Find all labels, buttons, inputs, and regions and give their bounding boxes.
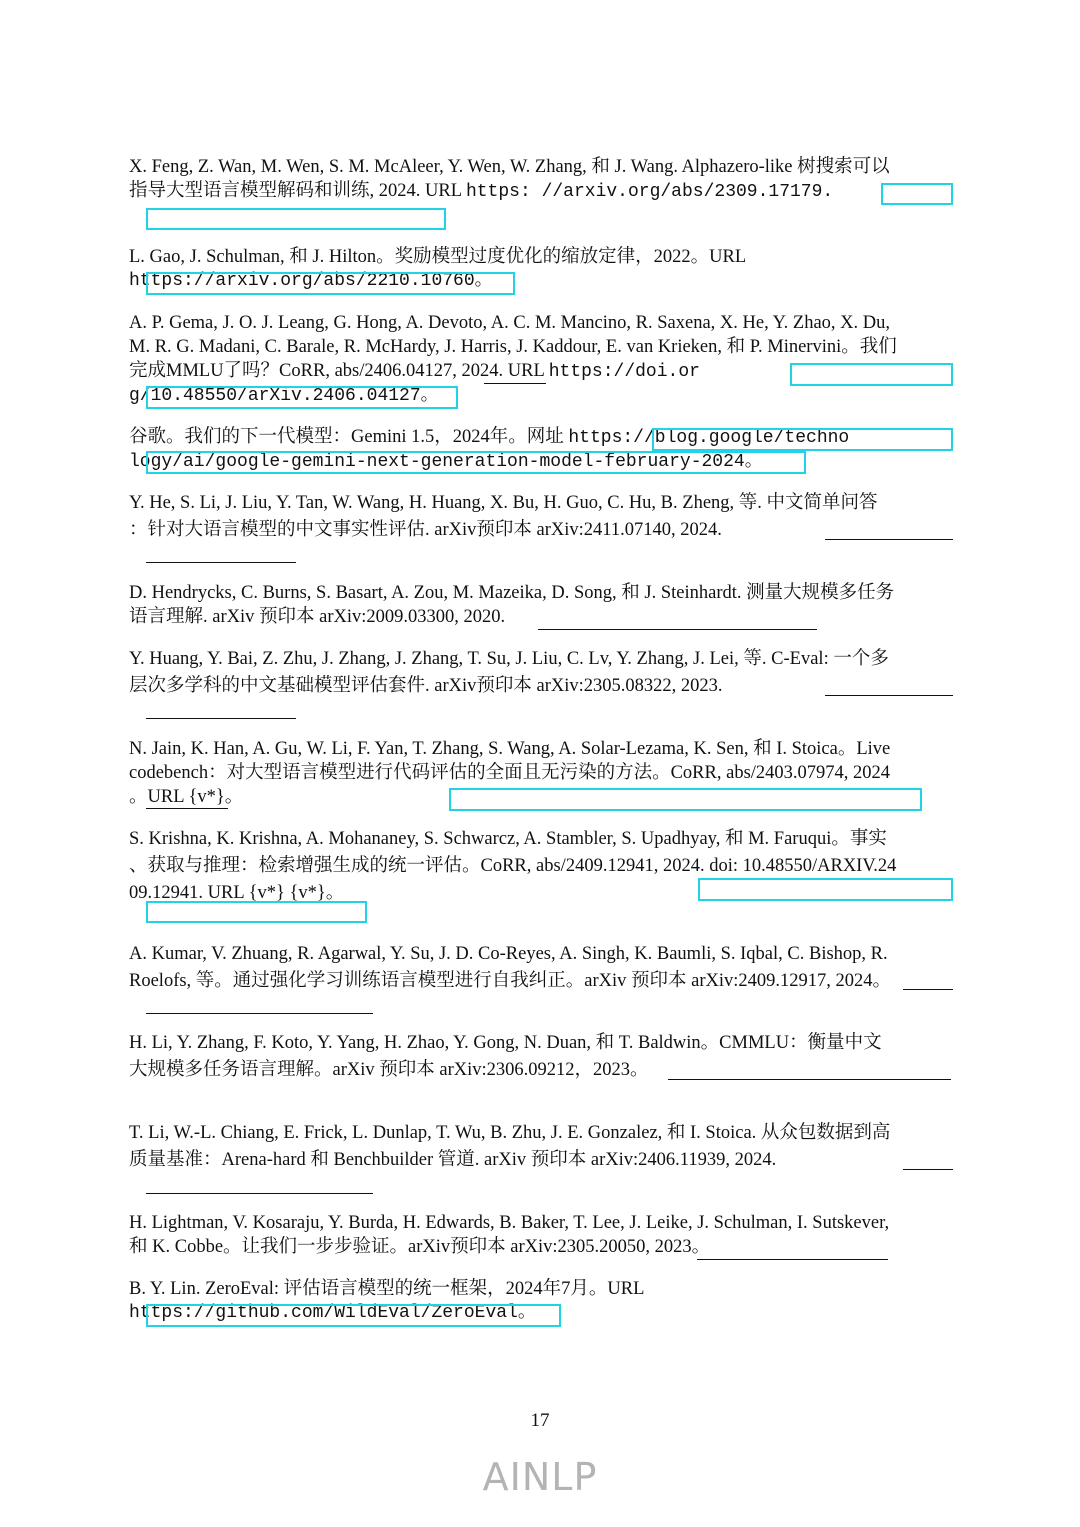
reference-entry [129, 942, 959, 993]
reference-entry [129, 491, 959, 542]
reference-text-line: 大规模多任务语言理解。arXiv 预印本 arXiv:2306.09212，2023。 [129, 1060, 649, 1080]
reference-url-link[interactable]: logy/ai/google-gemini-next-generation-model-february-2024。 [129, 452, 763, 472]
reference-text-line: T. Li, W.-L. Chiang, E. Frick, L. Dunlap, T. Wu, B. Zhu, J. E. Gonzalez, 和 I. Stoica. 从众包数据到高 [129, 1123, 891, 1143]
link-underline [146, 1193, 373, 1194]
reference-text-line: D. Hendrycks, C. Burns, S. Basart, A. Zou, M. Mazeika, D. Song, 和 J. Steinhardt. 测量大规模多任务 [129, 583, 895, 603]
link-underline [668, 1079, 951, 1080]
reference-text-line: 指导大型语言模型解码和训练, 2024. URL [129, 181, 466, 201]
link-underline [825, 539, 953, 540]
link-highlight-box[interactable] [146, 451, 806, 474]
reference-url-link[interactable]: https://blog.google/techno [568, 428, 850, 448]
reference-text-line: A. Kumar, V. Zhuang, R. Agarwal, Y. Su, J. D. Co-Reyes, A. Singh, K. Baumli, S. Iqbal, C. Bishop, R. [129, 944, 888, 964]
reference-text-line: Y. He, S. Li, J. Liu, Y. Tan, W. Wang, H. Huang, X. Bu, H. Guo, C. Hu, B. Zheng, 等. 中文简单问答 [129, 493, 878, 513]
reference-entry [129, 1121, 959, 1172]
reference-entry [129, 647, 959, 698]
page-number: 17 [530, 1410, 550, 1431]
reference-entry [129, 581, 959, 629]
link-highlight-box[interactable] [146, 1304, 561, 1327]
reference-entry [129, 1031, 959, 1082]
reference-text-line: A. P. Gema, J. O. J. Leang, G. Hong, A. Devoto, A. C. M. Mancino, R. Saxena, X. He, Y. Zhao, X. Du, [129, 313, 891, 333]
link-underline [146, 718, 296, 719]
reference-text-line: 。URL {v*}。 [129, 787, 244, 807]
reference-text-line: 09.12941. URL {v*} {v*}。 [129, 883, 345, 903]
link-underline [484, 383, 546, 384]
link-underline [146, 808, 228, 809]
reference-text-line: 和 K. Cobbe。让我们一步步验证。arXiv预印本 arXiv:2305.20050, 2023。 [129, 1237, 711, 1257]
link-underline [146, 1013, 373, 1014]
reference-url-link[interactable]: https: //arxiv.org/abs/2309.17179. [465, 182, 834, 202]
reference-text-line: N. Jain, K. Han, A. Gu, W. Li, F. Yan, T. Zhang, S. Wang, A. Solar-Lezama, K. Sen, 和 I. Stoica。Live [129, 739, 891, 759]
link-highlight-box[interactable] [881, 183, 953, 205]
link-highlight-box[interactable] [790, 363, 953, 386]
reference-entry [129, 155, 959, 204]
link-highlight-box[interactable] [449, 788, 922, 811]
reference-text-line: M. R. G. Madani, C. Barale, R. McHardy, J. Harris, J. Kaddour, E. van Krieken, 和 P. Minervini。我们 [129, 337, 897, 357]
reference-text-line: 、获取与推理：检索增强生成的统一评估。CoRR, abs/2409.12941, 2024. doi: 10.48550/ARXIV.24 [129, 856, 897, 876]
link-highlight-box[interactable] [146, 208, 446, 230]
link-underline [538, 629, 817, 630]
link-highlight-box[interactable] [146, 386, 458, 409]
reference-url-link[interactable]: g/10.48550/arXiv.2406.04127。 [129, 386, 439, 406]
reference-text-line: B. Y. Lin. ZeroEval: 评估语言模型的统一框架，2024年7月。URL [129, 1279, 645, 1299]
link-highlight-box[interactable] [146, 901, 367, 923]
reference-url-link[interactable]: https://github.com/WildEval/ZeroEval。 [129, 1303, 536, 1323]
link-highlight-box[interactable] [652, 428, 953, 451]
reference-text-line: 谷歌。我们的下一代模型：Gemini 1.5，2024年。网址 [129, 427, 569, 447]
link-highlight-box[interactable] [698, 878, 953, 901]
reference-text-line: codebench：对大型语言模型进行代码评估的全面且无污染的方法。CoRR, abs/2403.07974, 2024 [129, 763, 891, 783]
reference-text-line: 质量基准：Arena-hard 和 Benchbuilder 管道. arXiv 预印本 arXiv:2406.11939, 2024. [129, 1150, 777, 1170]
reference-url-link[interactable]: https://arxiv.org/abs/2210.10760。 [129, 271, 493, 291]
reference-text-line: S. Krishna, K. Krishna, A. Mohananey, S. Schwarcz, A. Stambler, S. Upadhyay, 和 M. Faruqui。事实 [129, 829, 887, 849]
reference-text-line: X. Feng, Z. Wan, M. Wen, S. M. McAleer, Y. Wen, W. Zhang, 和 J. Wang. Alphazero-like 树搜索可以 [129, 157, 890, 177]
watermark-logo: AINLP [482, 1455, 598, 1499]
reference-text-line: ：针对大语言模型的中文事实性评估. arXiv预印本 arXiv:2411.07140, 2024. [129, 520, 722, 540]
reference-text-line: Y. Huang, Y. Bai, Z. Zhu, J. Zhang, J. Zhang, T. Su, J. Liu, C. Lv, Y. Zhang, J. Lei, 等. C-Eval: 一个多 [129, 649, 889, 669]
reference-text-line: Roelofs, 等。通过强化学习训练语言模型进行自我纠正。arXiv 预印本 arXiv:2409.12917, 2024。 [129, 971, 892, 991]
link-underline [903, 1169, 953, 1170]
link-underline [697, 1259, 888, 1260]
reference-text-line: 语言理解. arXiv 预印本 arXiv:2009.03300, 2020. [129, 607, 506, 627]
reference-text-line: 完成MMLU了吗？CoRR, abs/2406.04127, 2024. URL [129, 361, 549, 381]
link-underline [903, 989, 953, 990]
link-underline [825, 695, 953, 696]
reference-entry [129, 1211, 959, 1259]
reference-url-link[interactable]: https://doi.or [548, 362, 700, 382]
link-underline [146, 562, 296, 563]
reference-text-line: L. Gao, J. Schulman, 和 J. Hilton。奖励模型过度优化的缩放定律，2022。URL [129, 247, 747, 267]
reference-text-line: H. Lightman, V. Kosaraju, Y. Burda, H. Edwards, B. Baker, T. Lee, J. Leike, J. Schulman, I. Sutskever, [129, 1213, 890, 1233]
link-highlight-box[interactable] [146, 272, 515, 295]
reference-text-line: H. Li, Y. Zhang, F. Koto, Y. Yang, H. Zhao, Y. Gong, N. Duan, 和 T. Baldwin。CMMLU：衡量中文 [129, 1033, 882, 1053]
reference-text-line: 层次多学科的中文基础模型评估套件. arXiv预印本 arXiv:2305.08322, 2023. [129, 676, 723, 696]
